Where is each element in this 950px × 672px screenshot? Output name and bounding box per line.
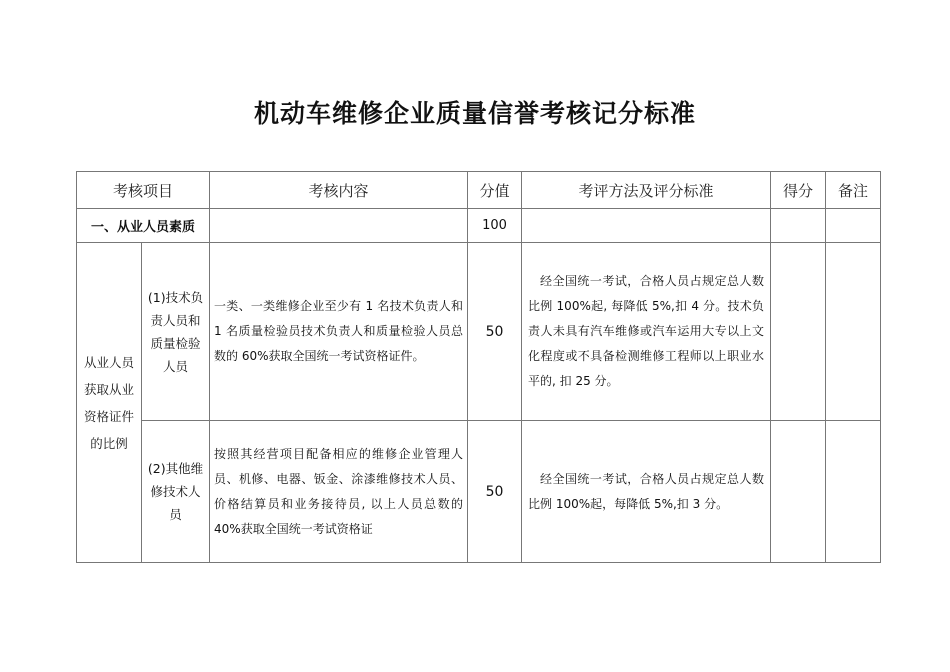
group-label bbox=[77, 243, 142, 563]
row-sub-item-text: (2)其他维修技术人员 bbox=[147, 461, 204, 522]
section-content-cell bbox=[210, 209, 468, 243]
section-note-cell bbox=[826, 209, 881, 243]
row-got-cell bbox=[771, 243, 826, 421]
header-content: 考核内容 bbox=[210, 172, 468, 209]
row-sub-item-text: (1)技术负责人员和质量检验人员 bbox=[147, 289, 204, 374]
row-content: 一类、一类维修企业至少有 1 名技术负责人和 1 名质量检验员技术负责人和质量检验人员总数的 60%获取全国统一考试资格证件。 bbox=[210, 243, 468, 421]
header-note: 备注 bbox=[826, 172, 881, 209]
row-sub-item bbox=[142, 243, 210, 421]
row-score: 50 bbox=[468, 243, 522, 421]
row-method-text: 经全国统一考试，合格人员占规定总人数比例 100%起, 每降低 5%,扣 4 分。技术负责人未具有汽车维修或汽车运用大专以上文化程度或不具备检测维修工程师以上职业水平的, 扣 25 分。 bbox=[528, 274, 765, 388]
scoring-table bbox=[76, 171, 881, 563]
section-row bbox=[77, 209, 881, 243]
row-method-text: 经全国统一考试，合格人员占规定总人数比例 100%起，每降低 5%,扣 3 分。 bbox=[528, 471, 765, 511]
header-score: 分值 bbox=[468, 172, 522, 209]
header-item: 考核项目 bbox=[77, 172, 210, 209]
row-note-cell bbox=[826, 243, 881, 421]
row-score: 50 bbox=[468, 421, 522, 563]
header-row bbox=[77, 172, 881, 209]
table-row bbox=[77, 421, 881, 563]
row-method bbox=[522, 243, 771, 421]
section-name: 一、从业人员素质 bbox=[77, 209, 210, 243]
section-score: 100 bbox=[468, 209, 522, 243]
row-method bbox=[522, 421, 771, 563]
row-content: 按照其经营项目配备相应的维修企业管理人员、机修、电器、钣金、涂漆维修技术人员、价格结算员和业务接待员, 以上人员总数的 40%获取全国统一考试资格证 bbox=[210, 421, 468, 563]
row-note-cell bbox=[826, 421, 881, 563]
section-method-cell bbox=[522, 209, 771, 243]
page-title: 机动车维修企业质量信誉考核记分标准 bbox=[253, 99, 696, 128]
row-sub-item bbox=[142, 421, 210, 563]
section-got-cell bbox=[771, 209, 826, 243]
header-method: 考评方法及评分标准 bbox=[522, 172, 771, 209]
row-got-cell bbox=[771, 421, 826, 563]
header-got: 得分 bbox=[771, 172, 826, 209]
group-label-text: 从业人员获取从业资格证件的比例 bbox=[83, 354, 134, 451]
table-row bbox=[77, 243, 881, 421]
